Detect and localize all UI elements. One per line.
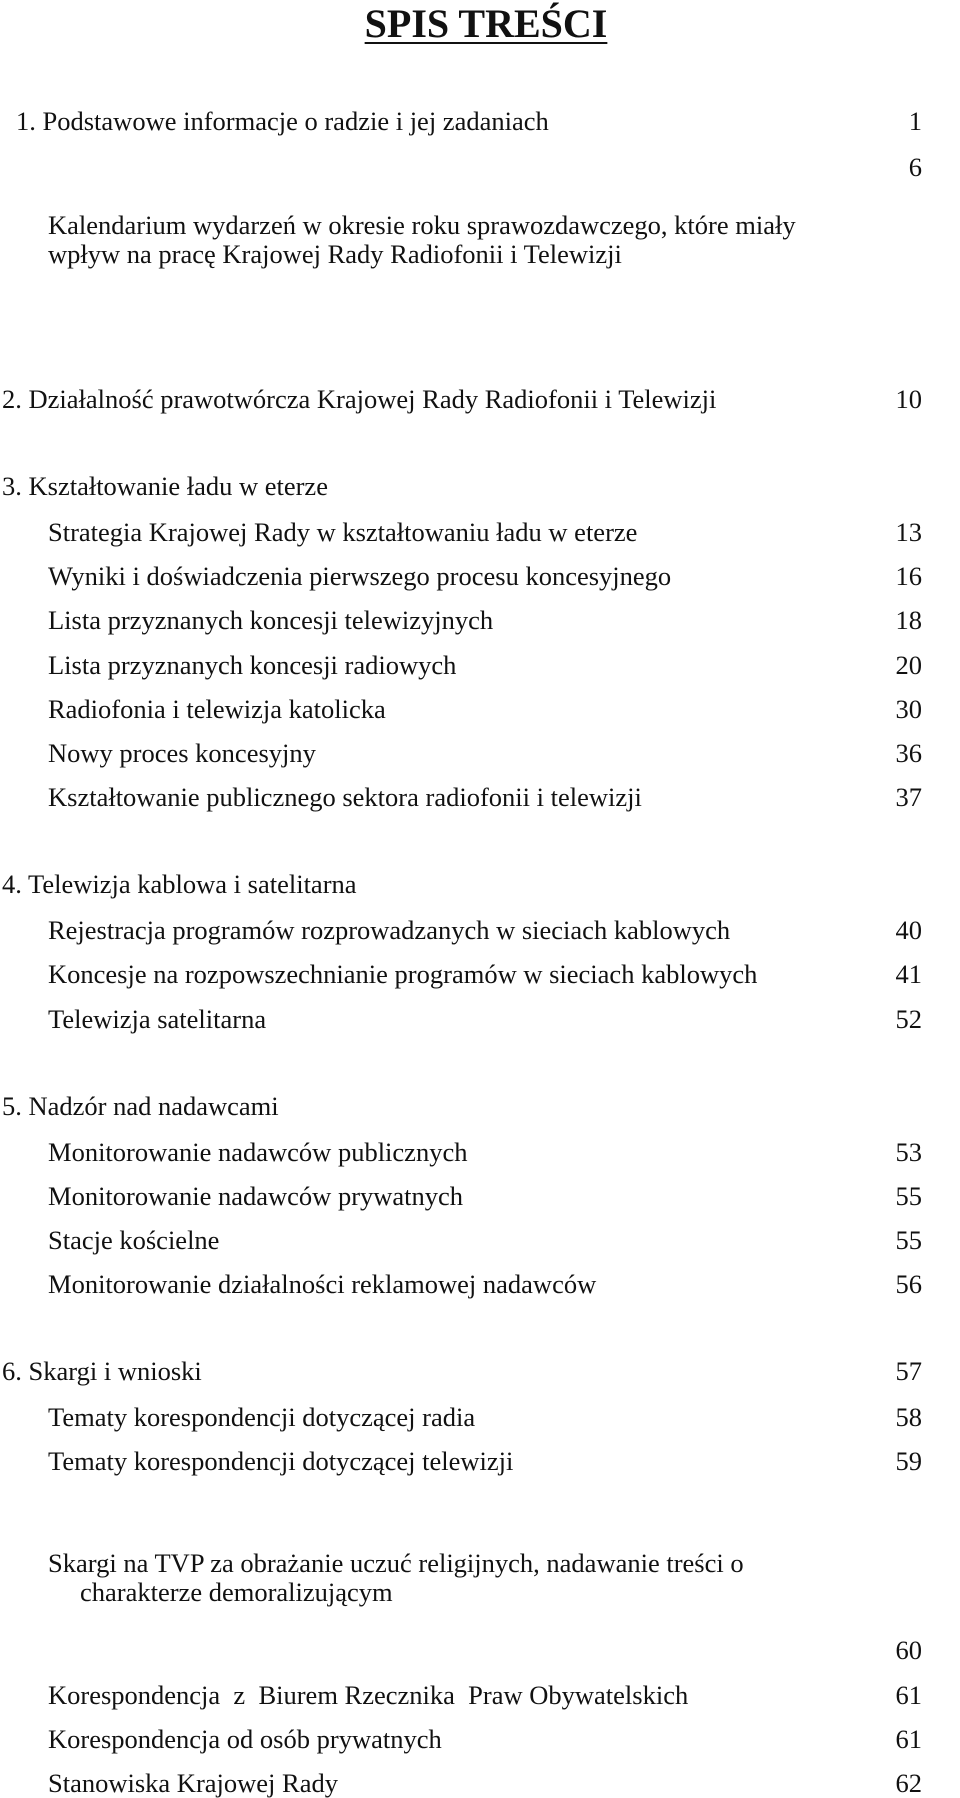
toc-entry-title: Rejestracja programów rozprowadzanych w sieciach kablowych: [48, 915, 731, 946]
toc-page-number: 56: [895, 1269, 922, 1300]
toc-page-number: 36: [895, 737, 922, 768]
toc-heading-title: 4. Telewizja kablowa i satelitarna: [2, 869, 357, 900]
toc-heading-title: 3. Kształtowanie ładu w eterze: [2, 471, 328, 501]
toc-entry-title: Kształtowanie publicznego sektora radiofonii i telewizji: [48, 782, 642, 813]
toc-section-4: [0, 870, 960, 1033]
toc-section-heading: [0, 1357, 960, 1386]
toc-entry-line: wpływ na pracę Krajowej Rady Radiofonii i Telewizji: [48, 239, 622, 269]
toc-entry-title: Koncesje na rozpowszechnianie programów w sieciach kablowych: [48, 959, 758, 990]
toc-section-heading: [0, 1092, 960, 1121]
toc-entry: [0, 695, 960, 724]
toc-entry: [0, 960, 960, 989]
toc-entry: [0, 153, 960, 327]
toc-page-number: 16: [895, 561, 922, 592]
toc-entry: [0, 1447, 960, 1476]
toc-page-number: 41: [895, 959, 922, 990]
toc-entry-title: Nowy proces koncesyjny: [48, 737, 316, 768]
toc-section-heading: [0, 385, 960, 414]
toc-entry: [0, 1491, 960, 1665]
toc-section-2: [0, 385, 960, 414]
toc-page-number: 60: [895, 1635, 922, 1666]
toc-heading-title: 1. Podstawowe informacje o radzie i jej zadaniach: [16, 106, 549, 136]
toc-entry: [0, 783, 960, 812]
toc-entry: [0, 916, 960, 945]
toc-entry-line: charakterze demoralizującym: [80, 1577, 393, 1608]
toc-page-number: 53: [895, 1136, 922, 1167]
toc-entry-title: Stacje kościelne: [48, 1224, 220, 1255]
toc-entry: [0, 1725, 960, 1754]
toc-entry-title: Tematy korespondencji dotyczącej telewizji: [48, 1446, 514, 1477]
toc-entry: [0, 739, 960, 768]
toc-section-1: [0, 107, 960, 327]
toc-section-6: [0, 1357, 960, 1798]
toc-page-number: 37: [895, 782, 922, 813]
toc-page-number: 20: [895, 649, 922, 680]
toc-entry-title: Wyniki i doświadczenia pierwszego procesu koncesyjnego: [48, 561, 672, 592]
toc-entry: [0, 518, 960, 547]
toc-page-number: 40: [895, 915, 922, 946]
toc-page-number: 13: [895, 517, 922, 547]
toc-page-number: 61: [895, 1723, 922, 1754]
toc-page-number: 30: [895, 693, 922, 724]
toc-entry-title: Radiofonia i telewizja katolicka: [48, 693, 386, 724]
toc-page-number: 61: [895, 1679, 922, 1710]
toc-entry: [0, 1403, 960, 1432]
toc-entry: [0, 651, 960, 680]
toc-entry: [0, 1005, 960, 1034]
toc-page-number: 59: [895, 1446, 922, 1477]
toc-entry-title: [48, 1491, 744, 1665]
toc-page-number: 1: [908, 106, 922, 136]
toc-section-heading: [0, 472, 960, 501]
toc-section-3: [0, 472, 960, 812]
toc-entry: [0, 1681, 960, 1710]
page-title: [12, 1, 960, 47]
toc-page-number: 6: [908, 152, 922, 182]
toc-heading-title: 2. Działalność prawotwórcza Krajowej Rady Radiofonii i Telewizji: [2, 384, 717, 414]
toc-page-number: 55: [895, 1224, 922, 1255]
page-title-text: SPIS TREŚCI: [364, 1, 608, 46]
toc-entry: [0, 1182, 960, 1211]
toc-entry-title: Korespondencja z Biurem Rzecznika Praw Obywatelskich: [48, 1679, 689, 1710]
toc-section-5: [0, 1092, 960, 1300]
toc-entry-title: Monitorowanie nadawców prywatnych: [48, 1180, 464, 1211]
toc-entry: [0, 606, 960, 635]
toc-entry-title: [48, 153, 796, 327]
toc-section-heading: [0, 107, 960, 136]
toc-page-number: 18: [895, 605, 922, 636]
toc-entry: [0, 562, 960, 591]
toc-entry-line: Skargi na TVP za obrażanie uczuć religijnych, nadawanie treści o: [48, 1548, 744, 1579]
toc-entry-title: Korespondencja od osób prywatnych: [48, 1723, 442, 1754]
toc-entry-title: Telewizja satelitarna: [48, 1003, 267, 1034]
toc-entry-title: Tematy korespondencji dotyczącej radia: [48, 1402, 476, 1433]
toc-entry-title: Lista przyznanych koncesji radiowych: [48, 649, 457, 680]
toc-page-number: 52: [895, 1003, 922, 1034]
toc-entry: [0, 1138, 960, 1167]
toc-heading-title: 5. Nadzór nad nadawcami: [2, 1090, 279, 1121]
toc-entry-title: Lista przyznanych koncesji telewizyjnych: [48, 605, 494, 636]
toc-entry-title: Strategia Krajowej Rady w kształtowaniu ładu w eterze: [48, 517, 638, 547]
toc-entry: [0, 1226, 960, 1255]
toc-page-number: 10: [895, 384, 922, 414]
toc-page-number: 57: [895, 1356, 922, 1387]
toc-heading-title: 6. Skargi i wnioski: [2, 1356, 202, 1387]
toc-entry: [0, 1270, 960, 1299]
toc-entry-line: Kalendarium wydarzeń w okresie roku sprawozdawczego, które miały: [48, 210, 796, 240]
table-of-contents: [0, 107, 960, 1798]
toc-page-number: 58: [895, 1402, 922, 1433]
toc-entry-title: Monitorowanie działalności reklamowej nadawców: [48, 1269, 597, 1300]
toc-section-heading: [0, 870, 960, 899]
toc-entry-title: Stanowiska Krajowej Rady: [48, 1768, 338, 1798]
toc-page-number: 62: [895, 1768, 922, 1798]
toc-entry-title: Monitorowanie nadawców publicznych: [48, 1136, 468, 1167]
toc-entry: [0, 1769, 960, 1798]
toc-page-number: 55: [895, 1180, 922, 1211]
